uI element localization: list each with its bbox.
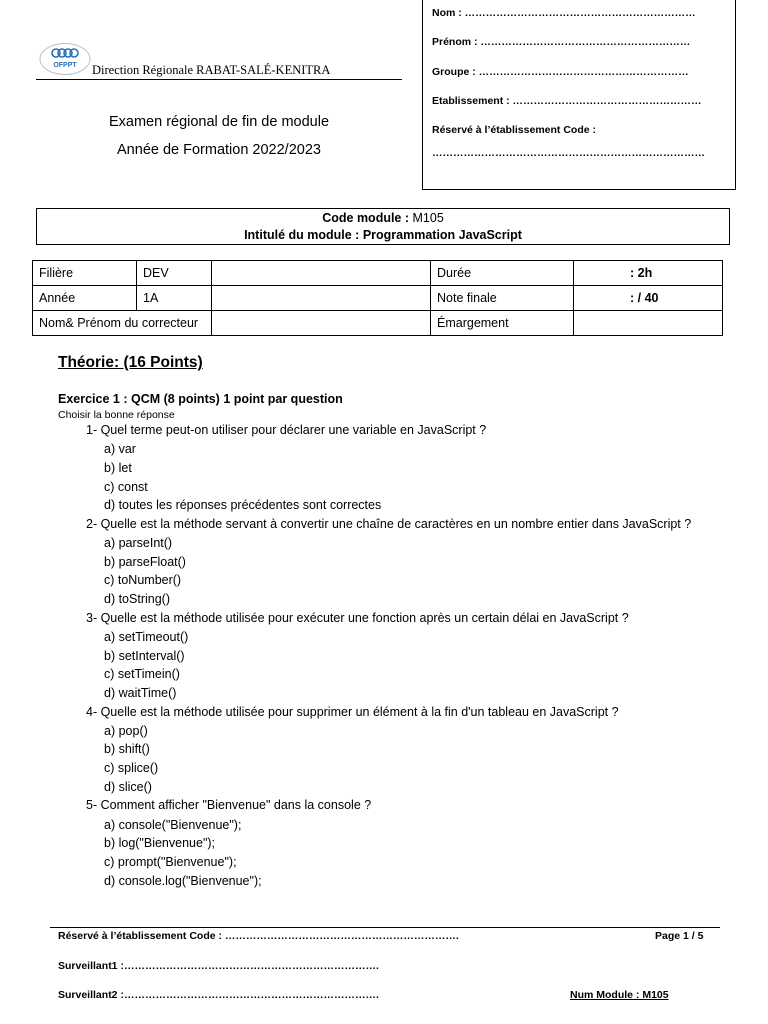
question-3-option-b: b) setInterval()	[104, 649, 185, 663]
ofppt-logo	[38, 42, 92, 76]
duree-label: Durée	[431, 261, 574, 286]
emargement-value	[574, 311, 723, 336]
question-4: 4- Quelle est la méthode utilisée pour supprimer un élément à la fin d'un tableau en JavaScript ?	[86, 705, 619, 719]
table-row	[33, 286, 723, 311]
question-3-option-d: d) waitTime()	[104, 686, 177, 700]
table-row	[33, 311, 723, 336]
question-5-option-c: c) prompt("Bienvenue");	[104, 855, 237, 869]
duree-value: : 2h	[574, 261, 723, 286]
question-4-option-a: a) pop()	[104, 724, 148, 738]
question-1-option-a: a) var	[104, 442, 136, 456]
svg-text:OFPPT: OFPPT	[53, 62, 77, 69]
question-3-option-a: a) setTimeout()	[104, 630, 189, 644]
module-title: Intitulé du module : Programmation JavaScript	[244, 228, 522, 242]
question-5-option-d: d) console.log("Bienvenue");	[104, 874, 262, 888]
note-label: Note finale	[431, 286, 574, 311]
question-2-option-c: c) toNumber()	[104, 573, 182, 587]
question-3-option-c: c) setTimein()	[104, 667, 180, 681]
emargement-label: Émargement	[431, 311, 574, 336]
question-5: 5- Comment afficher "Bienvenue" dans la console ?	[86, 798, 372, 812]
exam-title	[36, 108, 402, 164]
question-2-option-a: a) parseInt()	[104, 536, 173, 550]
question-2-option-d: d) toString()	[104, 592, 170, 606]
theory-title: Théorie: (16 Points)	[58, 354, 203, 371]
exam-info-table	[32, 260, 723, 336]
question-4-option-c: c) splice()	[104, 761, 159, 775]
footer-reserve-code: Réservé à l’établissement Code : ………………………………………………………….	[58, 930, 459, 942]
header-divider	[36, 79, 402, 80]
question-5-option-a: a) console("Bienvenue");	[104, 818, 242, 832]
blank-cell	[212, 261, 431, 286]
blank-cell	[212, 286, 431, 311]
prenom-field: Prénom : ……………………………………………………	[432, 36, 691, 48]
exercise-title: Exercice 1 : QCM (8 points) 1 point par question	[58, 392, 343, 406]
filiere-value: DEV	[137, 261, 212, 286]
annee-value: 1A	[137, 286, 212, 311]
groupe-field: Groupe : ……………………………………………………	[432, 66, 689, 78]
num-module: Num Module : M105	[570, 989, 669, 1001]
module-box	[36, 208, 730, 245]
direction-regionale: Direction Régionale RABAT-SALÉ-KENITRA	[92, 63, 331, 77]
correcteur-value	[212, 311, 431, 336]
nom-field: Nom : …………………………………………………………	[432, 7, 696, 19]
table-row	[33, 261, 723, 286]
question-5-option-b: b) log("Bienvenue");	[104, 836, 216, 850]
question-2-option-b: b) parseFloat()	[104, 555, 186, 569]
surveillant1-field: Surveillant1 :……………………………………………………………….	[58, 960, 379, 972]
correcteur-label: Nom& Prénom du correcteur	[33, 311, 212, 336]
note-value: : / 40	[574, 286, 723, 311]
footer-divider	[50, 927, 720, 928]
exercise-instruction: Choisir la bonne réponse	[58, 409, 175, 421]
question-3: 3- Quelle est la méthode utilisée pour exécuter une fonction après un certain délai en JavaScript ?	[86, 611, 629, 625]
filiere-label: Filière	[33, 261, 137, 286]
annee-label: Année	[33, 286, 137, 311]
etablissement-field: Etablissement : ………………………………………………	[432, 95, 702, 107]
module-code: Code module : M105	[322, 211, 444, 225]
exam-title-line1: Examen régional de fin de module	[108, 114, 330, 130]
question-1: 1- Quel terme peut-on utiliser pour déclarer une variable en JavaScript ?	[86, 423, 487, 437]
question-4-option-d: d) slice()	[104, 780, 152, 794]
question-1-option-c: c) const	[104, 480, 148, 494]
question-2: 2- Quelle est la méthode servant à convertir une chaîne de caractères en un nombre entier dans JavaScript ?	[86, 517, 692, 531]
question-1-option-b: b) let	[104, 461, 132, 475]
question-1-option-d: d) toutes les réponses précédentes sont correctes	[104, 498, 382, 512]
page-number: Page 1 / 5	[655, 930, 704, 942]
exam-title-line2: Année de Formation 2022/2023	[117, 142, 321, 158]
surveillant2-field: Surveillant2 :……………………………………………………………….	[58, 989, 379, 1001]
student-identity-box	[422, 0, 736, 190]
reserve-code-line: ……………………………………………………………………	[432, 147, 705, 159]
reserve-code-label: Réservé à l’établissement Code :	[432, 124, 596, 136]
question-4-option-b: b) shift()	[104, 742, 150, 756]
